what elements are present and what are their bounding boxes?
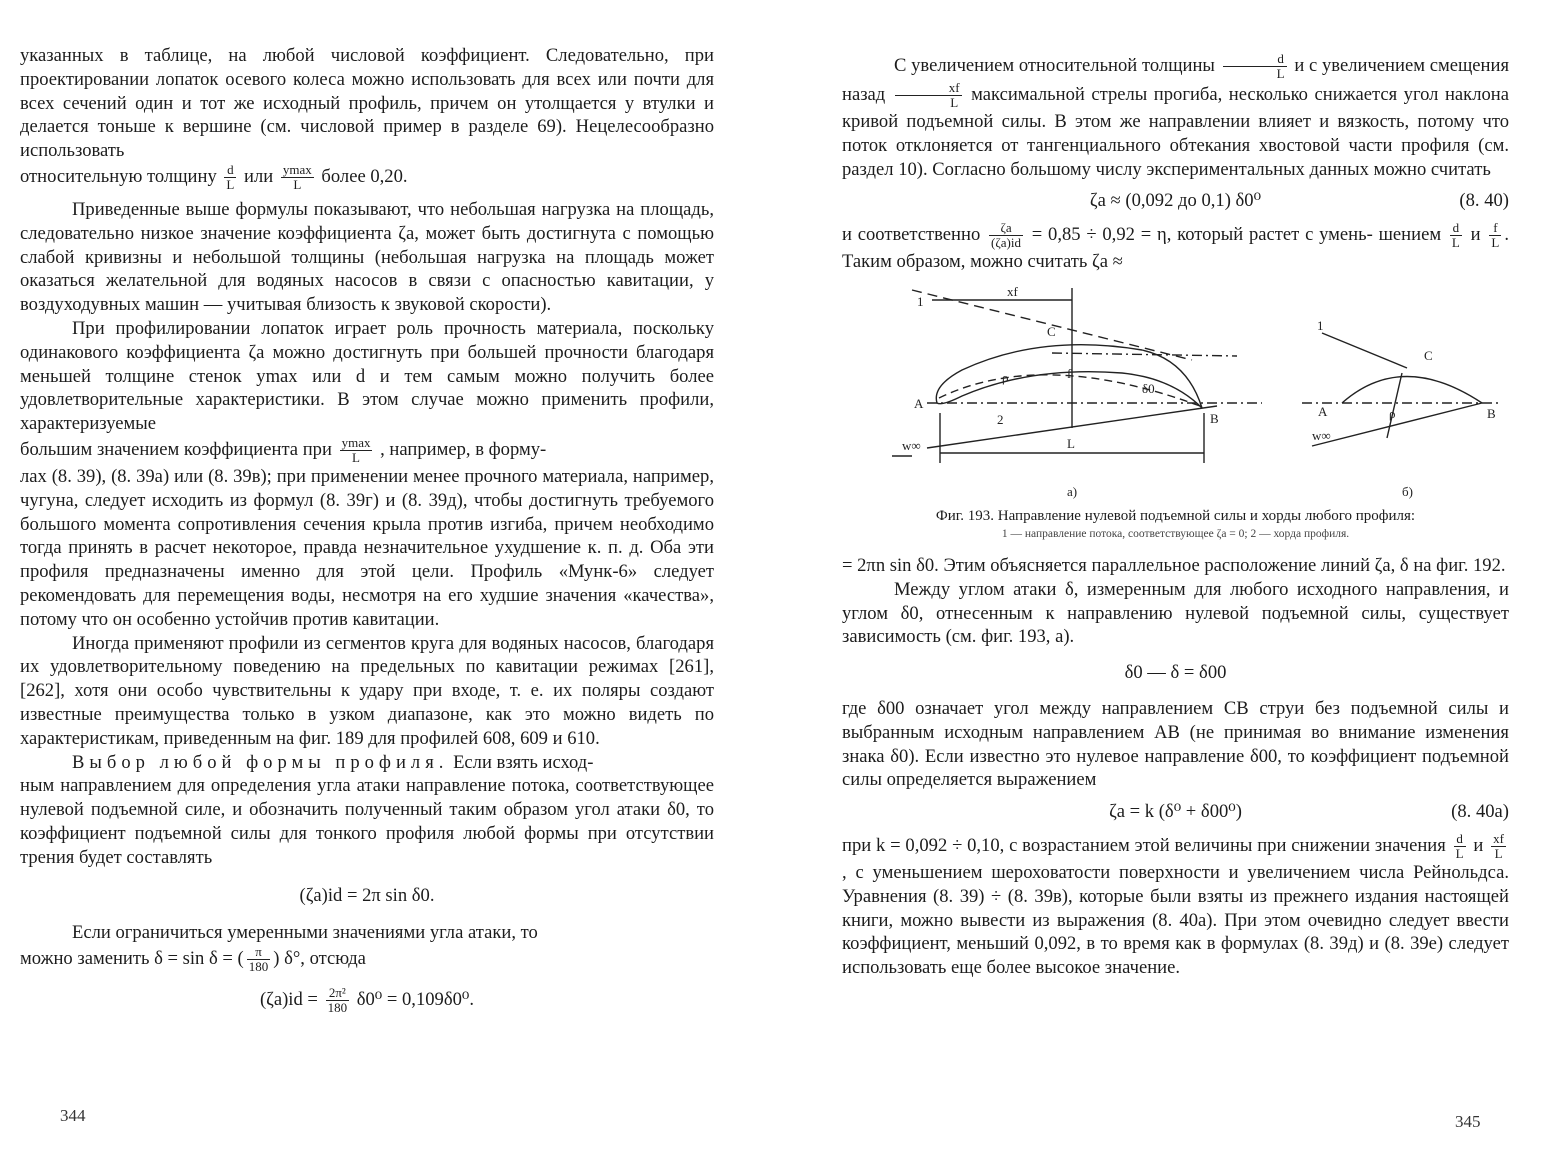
label-delta0: δ0 [1142,380,1155,396]
label-a: A [1318,403,1328,419]
paragraph: Между углом атаки δ, измеренным для любого исходного направления, и углом δ0, отнесенным к направлению нулевой подъемной силы, существует зависимость (см. фиг. 193, а). [842,578,1509,648]
equation-8-40a: ζa = k (δ⁰ + δ00⁰) (8. 40а) [1109,801,1509,823]
figure-subcaption: 1 — направление потока, соответствующее ζa = 0; 2 — хорда профиля. [1001,527,1350,540]
inline-text: большим значением коэффициента при [20,438,332,460]
formula-small-angle: (ζa)id = $\frac{\text{2π²}}{180}$ δ0⁰ = 0,109δ0⁰. [259,985,475,1016]
left-column [20,44,714,1023]
paragraph-heading [20,751,714,775]
label-f: f [1067,365,1072,381]
fraction-ymax-l: $\frac{ymax}{L}$ [282,161,312,192]
label-a: A [914,395,924,411]
figure-193 [842,278,1509,554]
right-page [800,0,1567,1162]
paragraph: ным направлением для определения угла атаки направление потока, соответствующее нулевой подъемной силе, и обозначить полученный таким образом угол атаки δ0, то коэффициент подъемной силы для тонкого профиля любой формы при отсутствии трения будет составлять [20,775,714,868]
label-subfig-b: б) [1402,483,1413,499]
fraction-xf-l: $\frac{xf}{L}$ [1493,830,1505,861]
equation-angle-relation: δ0 — δ = δ00 [1124,662,1227,684]
fraction-d-l: $\frac{d}{L}$ [1455,830,1464,861]
left-page [0,0,760,1162]
inline-text: δ°, отсюда [284,947,366,969]
label-two: 2 [997,411,1004,427]
fraction-f-l: $\frac{f}{L}$ [1491,220,1500,251]
formula-ideal-lift: (ζa)id = 2π sin δ0. [299,884,435,906]
inline-text: относительную толщину [20,165,217,187]
label-xf: xf [1007,283,1018,299]
inline-text: , например, в форму- [380,438,547,460]
fraction-zeta-ratio: $\frac{\zeta a}{(\zeta a)id}$ [991,220,1021,251]
label-one: 1 [1317,317,1324,333]
label-b: B [1210,410,1219,426]
label-w: w∞ [1312,427,1331,443]
paragraph: Если ограничиться умеренными значениями угла атаки, то [72,922,538,944]
page-number: 344 [60,1106,86,1125]
inline-text: или [244,165,274,187]
fraction-d-l: $\frac{d}{L}$ [1451,220,1460,251]
label-l: L [1067,435,1075,451]
diagram-b [1302,333,1502,446]
fraction-d-l: $\frac{d}{L}$ [226,161,235,192]
paragraph: = 2πn sin δ0. Этим объясняется параллельное расположение линий ζa, δ на фиг. 192. [842,554,1506,576]
label-rho: ρ [1002,369,1009,385]
inline-text: более 0,20. [321,165,408,187]
fraction-xf-l: $\frac{xf}{L}$ [895,81,962,110]
flow-direction [1322,333,1407,368]
label-w: w∞ [902,437,921,453]
label-b: B [1487,405,1496,421]
label-subfig-a: a) [1067,483,1078,499]
airfoil-diagram [842,278,1509,508]
page-number: 345 [1455,1112,1481,1131]
paragraph: лах (8. 39), (8. 39а) или (8. 39в); при применении менее прочного материала, например, чугуна, следует исходить из формул (8. 39г) и (8. 39д), чтобы достигнуть требуемого большого момента сопротивления сечения крыла против изгиба, причем необходимо тогда принять в расчет некоторое, правда незначительное ухудшение к. п. д. Оба эти профиля предназначены именно для этой цели. Профиль «Мунк-6» следует рекомендовать для перемещения воды, несмотря на его худшие значения «качества», потому что он особенно устойчив против кавитации. [20,465,714,630]
right-column [842,52,1509,980]
paragraph: Иногда применяют профили из сегментов круга для водяных насосов, благодаря их удовлетворительному поведению на предельных по кавитации режимах [261], [262], хотя они особо чувствительны к удару при входе, т. е. их поляры создают известные преимущества только в узком диапазоне, как это можно видеть по характеристикам, приведенным на фиг. 189 для профилей 608, 609 и 610. [20,632,714,749]
paragraph-final: при k = 0,092 ÷ 0,10, с возрастанием этой величины при снижении значения $\frac{d}{L}$ и $\frac{xf}{L}$ , с уменьшением шероховатости поверхности и увеличением числа Рейнольдса. Уравнения (8. 39) ÷ (8. 39в), которые были взяты из прежнего издания настоящей книги, можно вывести из выражения (8. 40а). При этом очевидно следует ввести коэффициент, меньший 0,092, в то время как в формулах (8. 39д) и (8. 39е) следует использовать еще более высокое значение. [842,830,1509,979]
figure-caption: Фиг. 193. Направление нулевой подъемной силы и хорды любого профиля: [935,507,1416,524]
fraction-pi-180: $\frac{\pi}{180}$ [248,944,269,975]
paragraph-ratio: и соответственно $\frac{\zeta a}{(\zeta a)id}$ = 0,85 ÷ 0,92 = η, который растет с умень- шением $\frac{d}{L}$ и $\frac{f}{L}$ . Таким образом, можно считать ζa ≈ [842,220,1510,273]
diagram-a [892,288,1262,463]
chord-line [1312,403,1482,446]
tangent-line [1052,353,1237,356]
paragraph-replace: можно заменить δ = sin δ = ( $\frac{\pi}{180}$ ) δ°, отсюда [20,944,366,975]
paragraph: Приведенные выше формулы показывают, что небольшая нагрузка на площадь, следовательно низкое значение коэффициента ζa, может быть достигнута с помощью слабой кривизны и небольшой толщины (небольшая нагрузка на площадь может оказаться желательной для водяных насосов в связи с опасностью кавитации, у воздуходувных машин — учитывая близость к звуковой скорости). [20,198,714,316]
paragraph-thickness [20,163,714,192]
circular-segment-profile [1342,376,1482,403]
label-c: C [1424,347,1433,363]
paragraph: где δ00 означает угол между направлением CB струи без подъемной силы и выбранным исходным направлением AB (не принимая во внимание изменения знака δ0). Если известно это нулевое направление δ00, то коэффициент подъемной силы определяется выражением [842,697,1509,791]
paragraph-value [20,436,714,465]
paragraph-intro: С увеличением относительной толщины $\frac{d}{L}$ и с увеличением смещения назад $\frac{xf}{L}$ максимальной стрелы прогиба, несколько снижается угол наклона кривой подъемной силы. В этом же направлении влияет и вязкость, потому что поток отклоняется от тангенциального обтекания хвостовой части профиля (см. раздел 10). Согласно большому числу экспериментальных данных можно считать [842,51,1510,180]
equation-number: (8. 40а) [1451,801,1509,823]
inline-text: можно заменить δ = sin δ = [20,947,233,969]
fraction-2pi2-180: $\frac{\text{2π²}}{180}$ [327,985,348,1016]
label-rho: ρ [1389,405,1396,421]
equation-number: (8. 40) [1459,190,1509,212]
label-one: 1 [917,293,924,309]
section-heading: Выбор любой формы профиля. [72,751,449,773]
paragraph: указанных в таблице, на любой числовой коэффициент. Следовательно, при проектировании лопаток осевого колеса можно использовать для всех или почти для всех сечений один и тот же исходный профиль, причем он утолщается у втулки и делается тоньше к вершине (см. числовой пример в разделе 69). Нецелесообразно использовать [20,45,714,162]
paragraph: При профилировании лопаток играет роль прочность материала, поскольку одинакового коэффициента ζa можно достигнуть при большей прочности благодаря меньшей толщине стенок ymax или d и тем самым можно получить более удовлетворительные характеристики. В этом случае можно применить профили, характеризуемые [20,317,714,435]
equation-8-40: ζa ≈ (0,092 до 0,1) δ0⁰ (8. 40) [1089,190,1509,212]
fraction-d-l: $\frac{d}{L}$ [1223,52,1287,81]
fraction-ymax-l: $\frac{ymax}{L}$ [341,434,371,465]
label-c: C [1047,323,1056,339]
inline-text: Если взять исход- [448,751,594,773]
